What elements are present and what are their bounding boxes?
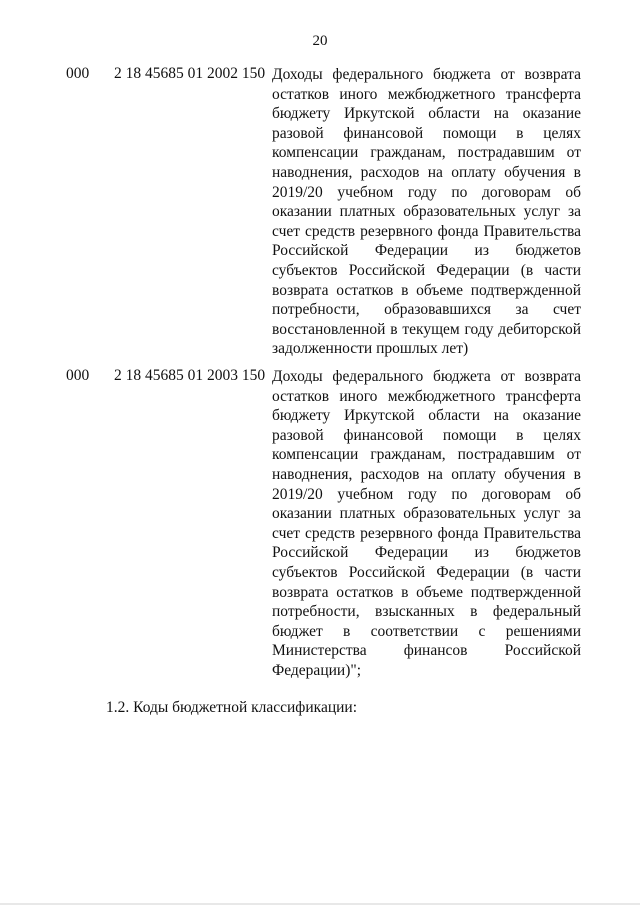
section-heading: 1.2. Коды бюджетной классификации: bbox=[106, 699, 358, 716]
description-line: бюджет в соответствии с решениями bbox=[272, 622, 581, 640]
admin-code: 000 bbox=[66, 65, 90, 82]
description-line: восстановленной в текущем году дебиторской bbox=[272, 320, 581, 338]
description-line: Доходы федерального бюджета от возврата bbox=[272, 368, 581, 385]
description-line: субъектов Российской Федерации (в части bbox=[272, 261, 581, 279]
description-line: остатков иного межбюджетного трансферта bbox=[272, 387, 581, 405]
description-line: потребности, образовавшихся за счет bbox=[272, 301, 581, 319]
description-line: счет средств резервного фонда Правительства bbox=[272, 524, 581, 542]
budget-classification-code: 2 18 45685 01 2002 150 bbox=[114, 65, 266, 82]
description-line: 2019/20 учебном году по договорам об bbox=[272, 183, 581, 201]
description-line: субъектов Российской Федерации (в части bbox=[272, 563, 581, 581]
description-line: Федерации)"; bbox=[272, 661, 361, 679]
entry-description bbox=[272, 65, 581, 359]
entry-description bbox=[272, 367, 581, 681]
description-line: задолженности прошлых лет) bbox=[272, 340, 469, 358]
description-line: 2019/20 учебном году по договорам об bbox=[272, 485, 581, 503]
description-line: Российской Федерации из бюджетов bbox=[272, 544, 581, 562]
description-line: разовой финансовой помощи в целях bbox=[272, 124, 581, 142]
description-line: компенсации гражданам, пострадавшим от bbox=[272, 144, 581, 162]
description-line: Доходы федерального бюджета от возврата bbox=[272, 66, 581, 83]
budget-classification-code: 2 18 45685 01 2003 150 bbox=[114, 367, 266, 384]
description-line: Российской Федерации из бюджетов bbox=[272, 242, 581, 260]
description-line: компенсации гражданам, пострадавшим от bbox=[272, 446, 581, 464]
description-line: остатков иного межбюджетного трансферта bbox=[272, 85, 581, 103]
description-line: оказании платных образовательных услуг за bbox=[272, 505, 581, 523]
description-line: наводнения, расходов на оплату обучения в bbox=[272, 163, 581, 181]
description-line: разовой финансовой помощи в целях bbox=[272, 426, 581, 444]
description-line: бюджету Иркутской области на оказание bbox=[272, 105, 581, 123]
description-line: счет средств резервного фонда Правительства bbox=[272, 222, 581, 240]
description-line: бюджету Иркутской области на оказание bbox=[272, 407, 581, 425]
page-number: 20 bbox=[312, 33, 328, 49]
description-line: оказании платных образовательных услуг за bbox=[272, 203, 581, 221]
description-line: возврата остатков в объеме подтвержденной bbox=[272, 281, 581, 299]
description-line: Министерства финансов Российской bbox=[272, 642, 581, 660]
description-line: наводнения, расходов на оплату обучения в bbox=[272, 465, 581, 483]
description-line: потребности, взысканных в федеральный bbox=[272, 603, 581, 621]
admin-code: 000 bbox=[66, 367, 90, 384]
description-line: возврата остатков в объеме подтвержденной bbox=[272, 583, 581, 601]
